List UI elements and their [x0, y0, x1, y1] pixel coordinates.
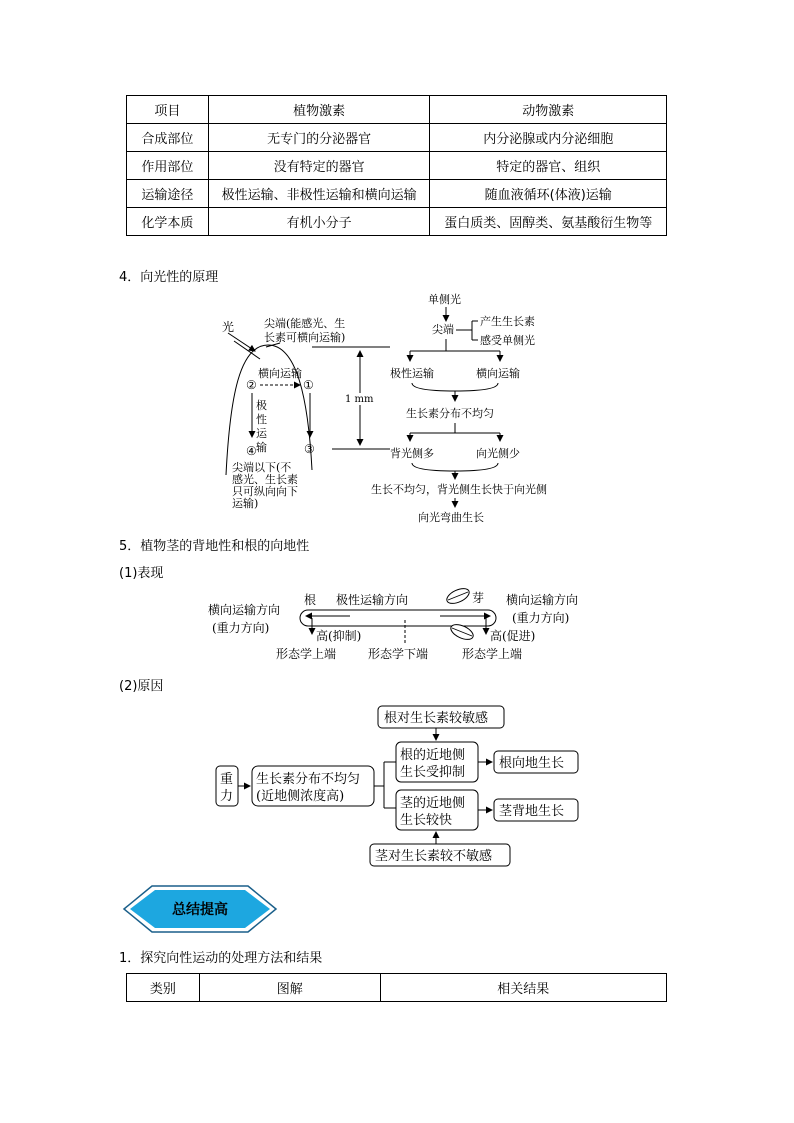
left-gravity-label: (重力方向) [212, 621, 270, 635]
uneven-line2: (近地侧浓度高) [256, 789, 345, 804]
table-cell: 极性运输、非极性运输和横向运输 [208, 180, 430, 208]
below-tip-line: 只可纵向向下 [232, 485, 298, 498]
point-2: ② [246, 378, 257, 392]
table-row [127, 124, 667, 152]
root-down-text: 根向地生长 [499, 756, 565, 771]
gravity-char: 重 [220, 772, 234, 787]
coleoptile-diagram [222, 316, 390, 510]
below-tip-line: 感光、生长素 [232, 473, 298, 486]
stem-body [300, 610, 496, 626]
light-less-node: 向光侧少 [476, 447, 520, 460]
tip-label-line1: 尖端(能感光、生 [264, 317, 346, 330]
growth-node: 生长不均匀，背光侧生长快于向光侧 [371, 483, 547, 496]
morph-bottom-label: 形态学下端 [368, 647, 429, 661]
morph-top-right-label: 形态学上端 [462, 647, 523, 661]
table-row [127, 180, 667, 208]
tropism-method-table [126, 973, 667, 1002]
table-row [127, 208, 667, 236]
produce-auxin-label: 产生生长素 [480, 315, 535, 328]
lateral-node: 横向运输 [476, 367, 520, 380]
point-3: ③ [304, 442, 315, 456]
polar-label-char: 输 [256, 441, 267, 454]
table-cell: 没有特定的器官 [208, 152, 430, 180]
phototropism-diagram [200, 285, 600, 530]
tip-label-line2: 长素可横向运输) [264, 331, 346, 344]
stem-insensitive-text: 茎对生长素较不敏感 [375, 849, 493, 864]
table-header-row [127, 974, 667, 1002]
polar-node: 极性运输 [390, 367, 434, 380]
below-tip-line: 尖端以下(不 [232, 461, 292, 474]
table-cell: 蛋白质类、固醇类、氨基酸衍生物等 [430, 208, 667, 236]
distance-label: 1 mm [345, 394, 374, 405]
back-more-node: 背光侧多 [390, 447, 434, 460]
table-cell: 化学本质 [127, 208, 209, 236]
lateral-transport-label: 横向运输 [258, 367, 302, 380]
left-lateral-label: 横向运输方向 [208, 603, 281, 617]
header-cell: 植物激素 [208, 96, 430, 124]
header-cell: 图解 [199, 974, 380, 1002]
right-lateral-label: 横向运输方向 [506, 593, 579, 607]
below-tip-line: 运输) [232, 497, 259, 510]
subsection-cause: (2)原因 [119, 679, 164, 694]
summary-item-1: 1．探究向性运动的处理方法和结果 [119, 951, 323, 966]
table-cell: 无专门的分泌器官 [208, 124, 430, 152]
subsection-expression: (1)表现 [119, 566, 164, 581]
gravitropism-expression-diagram [200, 582, 600, 664]
unilateral-light-label: 单侧光 [428, 293, 461, 306]
right-gravity-label: (重力方向) [512, 611, 570, 625]
table-cell: 特定的器官、组织 [430, 152, 667, 180]
high-inhibit-label: 高(抑制) [316, 629, 362, 643]
gravity-char: 力 [220, 789, 234, 804]
root-near-line1: 根的近地侧 [400, 748, 466, 763]
coleoptile-outline [226, 345, 312, 475]
polar-label-char: 运 [256, 427, 267, 440]
table-cell: 内分泌腺或内分泌细胞 [430, 124, 667, 152]
polar-label-char: 性 [256, 413, 267, 426]
header-cell: 相关结果 [380, 974, 666, 1002]
summary-badge [122, 884, 278, 934]
stem-up-text: 茎背地生长 [499, 804, 565, 819]
light-arrow [228, 333, 255, 351]
light-arrow [234, 341, 260, 359]
badge-label: 总结提高 [172, 902, 228, 918]
gravitropism-cause-diagram [212, 700, 592, 870]
point-1: ① [303, 378, 314, 392]
table-cell: 有机小分子 [208, 208, 430, 236]
root-label: 根 [304, 593, 317, 607]
sense-light-label: 感受单侧光 [480, 334, 535, 347]
bud-label: 芽 [472, 591, 485, 605]
header-cell: 动物激素 [430, 96, 667, 124]
uneven-node: 生长素分布不均匀 [406, 407, 494, 420]
table-cell: 合成部位 [127, 124, 209, 152]
hormone-comparison-table [126, 95, 667, 236]
section-5-title: 5．植物茎的背地性和根的向地性 [119, 539, 310, 554]
point-4: ④ [246, 444, 257, 458]
root-sensitive-text: 根对生长素较敏感 [384, 711, 489, 726]
polar-label-char: 极 [256, 399, 267, 412]
high-promote-label: 高(促进) [490, 629, 536, 643]
stem-near-line1: 茎的近地侧 [400, 796, 466, 811]
table-cell: 随血液循环(体液)运输 [430, 180, 667, 208]
table-cell: 运输途径 [127, 180, 209, 208]
uneven-line1: 生长素分布不均匀 [256, 772, 361, 787]
table-header-row [127, 96, 667, 124]
section-4-title: 4．向光性的原理 [119, 270, 219, 285]
root-near-line2: 生长受抑制 [400, 765, 466, 780]
phototropism-flow [371, 292, 547, 524]
tip-node: 尖端 [432, 323, 454, 336]
table-cell: 作用部位 [127, 152, 209, 180]
morph-top-left-label: 形态学上端 [276, 647, 337, 661]
table-row [127, 152, 667, 180]
stem-near-line2: 生长较快 [400, 813, 453, 828]
polar-direction-label: 极性运输方向 [336, 593, 409, 607]
light-label: 光 [222, 320, 235, 334]
bend-node: 向光弯曲生长 [418, 511, 484, 524]
header-cell: 项目 [127, 96, 209, 124]
header-cell: 类别 [127, 974, 200, 1002]
